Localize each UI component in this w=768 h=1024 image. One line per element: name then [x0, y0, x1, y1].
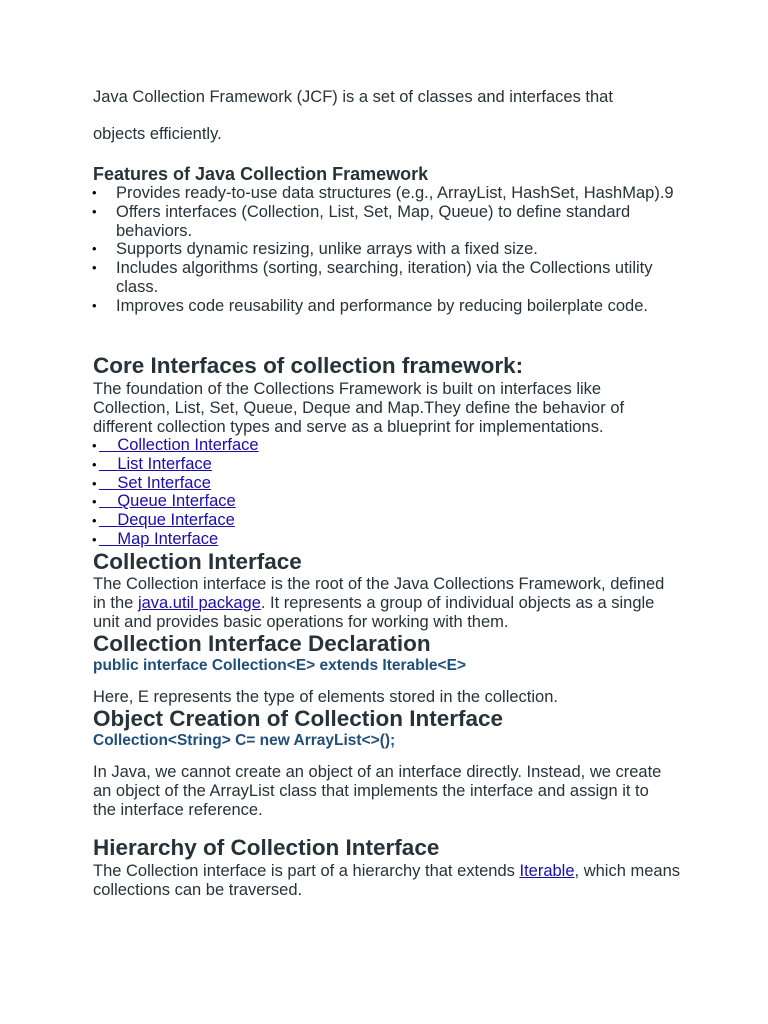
list-item: • Provides ready-to-use data structures (e.g., ArrayList, HashSet, HashMap).9 — [92, 184, 674, 202]
hierarchy-paragraph: The Collection interface is part of a hierarchy that extends Iterable, which means collections can be traversed. — [93, 862, 680, 899]
list-item: • Includes algorithms (sorting, searching, iteration) via the Collections utility class. — [92, 259, 653, 296]
list-item — [93, 492, 259, 511]
link-list-interface[interactable]: List Interface — [117, 454, 212, 473]
object-creation-heading: Object Creation of Collection Interface — [93, 706, 504, 731]
intro-line-1: Java Collection Framework (JCF) is a set of classes and interfaces that — [93, 88, 613, 106]
hierarchy-heading: Hierarchy of Collection Interface — [93, 835, 440, 860]
intro-line-2: objects efficiently. — [93, 125, 222, 143]
list-item — [93, 530, 259, 549]
link-queue-interface[interactable]: Queue Interface — [117, 492, 236, 511]
bullet-icon: • — [92, 438, 97, 453]
collection-interface-heading: Collection Interface — [93, 549, 302, 574]
link-deque-interface[interactable]: Deque Interface — [117, 511, 235, 530]
declaration-heading: Collection Interface Declaration — [93, 631, 431, 656]
declaration-note: Here, E represents the type of elements stored in the collection. — [93, 688, 558, 706]
bullet-icon: • — [92, 260, 97, 276]
bullet-icon: • — [92, 185, 97, 200]
bullet-icon: • — [92, 203, 97, 219]
bullet-icon: • — [92, 475, 97, 491]
list-item — [93, 511, 259, 530]
link-set-interface[interactable]: Set Interface — [117, 473, 211, 492]
list-item — [93, 436, 259, 455]
bullet-icon: • — [92, 241, 97, 257]
core-interfaces-paragraph: The foundation of the Collections Framework is built on interfaces like Collection, List, Set, Queue, Deque and Map.They define the behavior of different collection types and serve as a blueprint for implementations. — [93, 380, 625, 436]
core-interfaces-heading: Core Interfaces of collection framework: — [93, 353, 524, 378]
object-creation-paragraph: In Java, we cannot create an object of an interface directly. Instead, we create an object of the ArrayList class that implements the interface and assign it to the interface reference. — [93, 763, 662, 819]
features-heading: Features of Java Collection Framework — [93, 164, 429, 184]
link-java-util-package[interactable]: java.util package — [137, 593, 261, 612]
link-iterable[interactable]: Iterable — [519, 862, 575, 880]
collection-interface-paragraph: The Collection interface is the root of the Java Collections Framework, defined in the java.util package. It represents a group of individual objects as a single unit and provides basic operations for working with them. — [93, 575, 665, 631]
interface-links-list — [93, 436, 259, 549]
object-creation-code: Collection<String> C= new ArrayList<>(); — [93, 732, 396, 749]
list-item — [93, 474, 259, 493]
bullet-icon: • — [92, 297, 97, 313]
link-collection-interface[interactable]: Collection Interface — [117, 436, 259, 454]
list-item: • Supports dynamic resizing, unlike arrays with a fixed size. — [92, 240, 538, 259]
bullet-icon: • — [92, 531, 97, 547]
features-list — [93, 184, 678, 316]
bullet-icon: • — [92, 456, 97, 472]
list-item: • Improves code reusability and performance by reducing boilerplate code. — [92, 296, 648, 315]
declaration-code: public interface Collection<E> extends Iterable<E> — [93, 657, 466, 674]
bullet-icon: • — [92, 513, 97, 529]
bullet-icon: • — [92, 494, 97, 510]
list-item — [93, 455, 259, 474]
link-map-interface[interactable]: Map Interface — [117, 529, 219, 548]
list-item: • Offers interfaces (Collection, List, Set, Map, Queue) to define standard behaviors. — [92, 202, 631, 240]
